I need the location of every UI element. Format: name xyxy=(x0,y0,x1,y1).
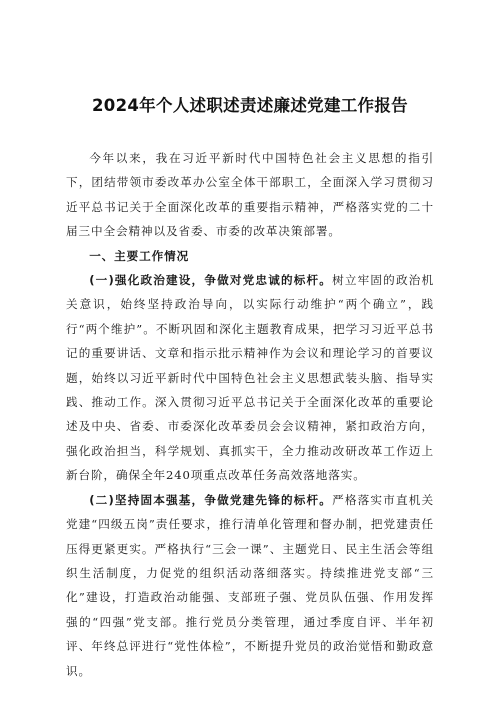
section-heading-main-work: 一、主要工作情况 xyxy=(89,248,190,263)
document-title: 2024年个人述职述责述廉述党建工作报告 xyxy=(92,96,408,115)
item-party-building-lead: (二)坚持固本强基，争做党建先锋的标杆。 xyxy=(89,492,333,507)
item-political-construction xyxy=(66,268,434,488)
item-political-construction-lead: (一)强化政治建设，争做对党忠诚的标杆。 xyxy=(89,273,333,288)
item-political-construction-body: 树立牢固的政治机关意识，始终坚持政治导向，以实际行动维护“两个确立”，践行“两个维护”。不断巩固和深化主题教育成果，把学习习近平总书记的重要讲话、文章和指示批示精神作为会议和理论学习的首要议题，始终以习近平新时代中国特色社会主义思想武装头脑、指导实践、推动工作。深入贯彻习近平总书记关于全面深化改革的重要论述及中央、省委、市委深化改革委员会会议精神，紧扣政治方向，强化政治担当，科学规划、真抓实干，全力推动改研改革工作迈上新台阶，确保全年240项重点改革任务高效落地落实。 xyxy=(66,273,434,483)
item-party-building-body: 严格落实市直机关党建“四级五岗”责任要求，推行清单化管理和督办制，把党建责任压得更紧更实。严格执行“三会一课”、主题党日、民主生活会等组织生活制度，力促党的组织活动落细落实。持续推进党支部“三化”建设，打造政治动能强、支部班子强、党员队伍强、作用发挥强的“四强”党支部。推行党员分类管理，通过季度自评、半年初评、年终总评进行“党性体检”，不断提升党员的政治觉悟和勤政意识。 xyxy=(66,492,434,678)
item-party-building xyxy=(66,488,434,683)
intro-paragraph: 今年以来，我在习近平新时代中国特色社会主义思想的指引下，团结带领市委改革办公室全体干部职工，全面深入学习贯彻习近平总书记关于全面深化改革的重要指示精神，严格落实党的二十届三中全会精神以及省委、市委的改革决策部署。 xyxy=(66,151,434,239)
